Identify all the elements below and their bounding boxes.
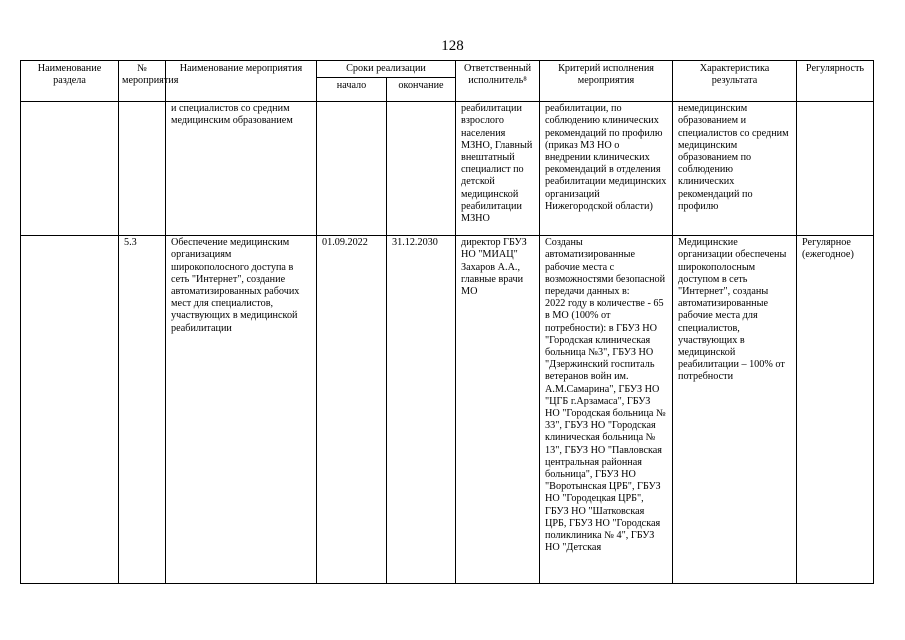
- cell-criterion: Созданы автоматизированные рабочие места с возможностями безопасной передачи данных в: 2022 году в количестве - 65 в МО (100% от потребности): в ГБУЗ НО "Городская клиническая больница №3", ГБУЗ НО "Дзержинский госпиталь ветеранов войн им. А.М.Самарина", ГБУЗ НО "ЦГБ г.Арзамаса", ГБУЗ НО "Городская больница № 33", ГБУЗ НО "Городская клиническая больница № 13", ГБУЗ НО "Павловская центральная районная больница", ГБУЗ НО "Воротынская ЦРБ", ГБУЗ НО "Городецкая ЦРБ", ГБУЗ НО "Шатковская ЦРБ, ГБУЗ НО "Городская поликлиника № 4", ГБУЗ НО "Детская: [540, 236, 673, 584]
- header-regularity: Регулярность: [797, 61, 874, 102]
- cell-start: 01.09.2022: [317, 236, 387, 584]
- cell-criterion: реабилитации, по соблюдению клинических рекомендаций по профилю (приказ МЗ НО о внедрении клинических рекомендаций в отделения реабилитации медицинских организаций Нижегородской области): [540, 102, 673, 236]
- table-row: [21, 102, 874, 236]
- header-start: начало: [317, 78, 387, 102]
- cell-number: 5.3: [119, 236, 166, 584]
- cell-result: немедицинским образованием и специалистов со средним медицинским образованием по соблюдению клинических рекомендаций по профилю: [673, 102, 797, 236]
- cell-number: [119, 102, 166, 236]
- header-number: № мероприятия: [119, 61, 166, 102]
- page-number: 128: [441, 38, 464, 54]
- cell-event: и специалистов со средним медицинским образованием: [166, 102, 317, 236]
- header-period: Сроки реализации: [317, 61, 456, 78]
- header-criterion: Критерий исполнения мероприятия: [540, 61, 673, 102]
- cell-regularity: [797, 102, 874, 236]
- cell-start: [317, 102, 387, 236]
- cell-responsible: директор ГБУЗ НО "МИАЦ" Захаров А.А., главные врачи МО: [456, 236, 540, 584]
- header-event: Наименование мероприятия: [166, 61, 317, 102]
- cell-responsible: реабилитации взрослого населения МЗНО, Главный внештатный специалист по детской медицинской реабилитации МЗНО: [456, 102, 540, 236]
- cell-regularity: Регулярное (ежегодное): [797, 236, 874, 584]
- cell-end: [387, 102, 456, 236]
- cell-event: Обеспечение медицинским организациям широкополосного доступа в сеть "Интернет", создание автоматизированных рабочих мест для специалистов, участвующих в медицинской реабилитации: [166, 236, 317, 584]
- header-section: Наименование раздела: [21, 61, 119, 102]
- cell-section: [21, 236, 119, 584]
- cell-end: 31.12.2030: [387, 236, 456, 584]
- header-end: окончание: [387, 78, 456, 102]
- header-responsible: Ответственный исполнитель⁸: [456, 61, 540, 102]
- activities-table: [20, 60, 874, 584]
- table-row: [21, 236, 874, 584]
- header-result: Характеристика результата: [673, 61, 797, 102]
- cell-section: [21, 102, 119, 236]
- cell-result: Медицинские организации обеспечены широкополосным доступом в сеть "Интернет", созданы автоматизированные рабочие места для специалистов, участвующих в медицинской реабилитации – 100% от потребности: [673, 236, 797, 584]
